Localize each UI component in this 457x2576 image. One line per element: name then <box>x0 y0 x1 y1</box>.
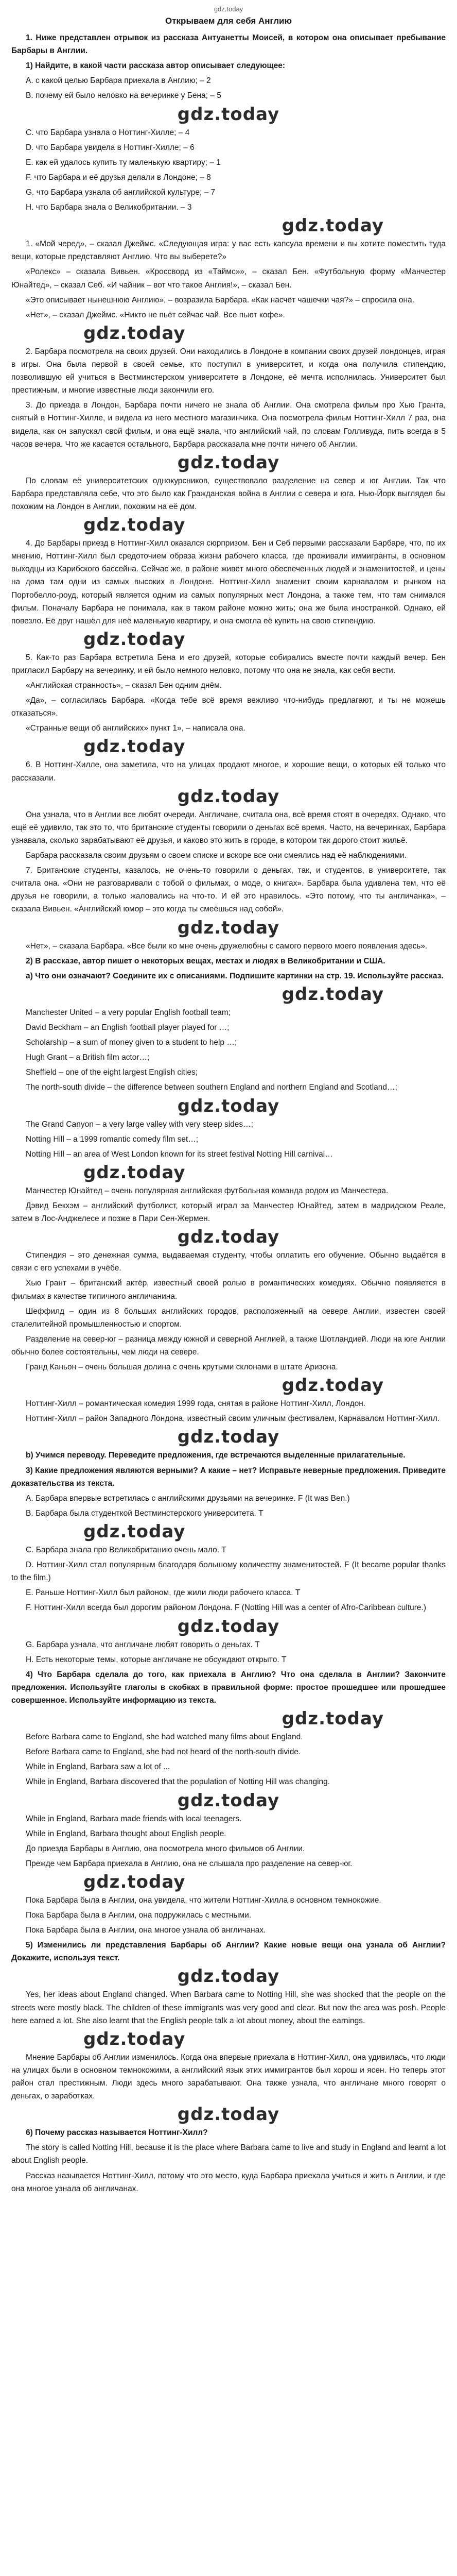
paragraph: Прежде чем Барбара приехала в Англию, она не слышала про разделение на север-юг. <box>26 1859 353 1868</box>
paragraph: До приезда Барбары в Англию, она посмотрела много фильмов об Англии. <box>26 1844 305 1853</box>
paragraph: Hugh Grant – a British film actor…; <box>26 1053 150 1062</box>
watermark: gdz.today <box>83 1871 186 1892</box>
paragraph: Notting Hill – an area of West London known for its street festival Notting Hill carnival… <box>26 1149 333 1159</box>
paragraph: G. что Барбара узнала об английской культуре; – 7 <box>26 188 216 197</box>
paragraph: 4. До Барбары приезд в Ноттинг-Хилл оказался сюрпризом. Бен и Себ первыми рассказали Барбаре, что, по их мнению, Ноттинг-Хилл был средоточием образа жизни рабочего класса, где проживали иммигранты, в основном выходцы из Карибского бассейна. Сейчас же, в районе живёт много обеспеченных людей и знаменитостей, и цены на дома там одни из самых высоких в Лондоне. Ноттинг-Хилл знаменит своим карнавалом и рынком на Портобелло-роуд, который является одним из самых популярных мест Лондона, а также тем, что там снимался фильм. Поначалу Барбара не понимала, как в таком районе можно жить; она же была иностранкой. Однако, ей повезло. Её друг нашёл для неё маленькую квартиру, и она смогла её купить на свою стипендию. <box>11 539 446 625</box>
paragraph: 6. В Ноттинг-Хилле, она заметила, что на улицах продают многое, и хорошие вещи, о которых ей только что рассказали. <box>11 760 446 783</box>
watermark: gdz.today <box>83 323 186 344</box>
watermark: gdz.today <box>282 984 384 1005</box>
paragraph: D. что Барбара увидела в Ноттинг-Хилле; – 6 <box>26 143 195 152</box>
paragraph: Scholarship – a sum of money given to a student to help …; <box>26 1038 237 1047</box>
paragraph: H. Есть некоторые темы, которые англичане не обсуждают открыто. T <box>26 1655 287 1664</box>
paragraph: David Beckham – an English football player played for …; <box>26 1023 230 1032</box>
paragraph: Пока Барбара была в Англии, она увидела, что жители Ноттинг-Хилла в основном темнокожие. <box>26 1895 381 1905</box>
paragraph: «Да», – согласилась Барбара. «Когда тебе всё время вежливо что-нибудь предлагают, и ты не можешь отказаться». <box>11 696 446 718</box>
paragraph: A. Барбара впервые встретилась с английскими друзьями на вечеринке. F (It was Ben.) <box>26 1494 350 1503</box>
paragraph: Рассказ называется Ноттинг-Хилл, потому что это место, куда Барбара приехала учиться и жить в Англии, и где она многое узнала об англичанах. <box>11 2171 446 2193</box>
watermark: gdz.today <box>83 1521 186 1542</box>
paragraph: 1. «Мой черед», – сказал Джеймс. «Следующая игра: у вас есть капсула времени и вы хотите поместить туда вещи, которые представляют Англию. Что вы выберете?» <box>11 240 446 262</box>
task-heading: 1) Найдите, в какой части рассказа автор описывает следующее: <box>26 61 285 71</box>
paragraph: B. почему ей было неловко на вечеринке у Бена; – 5 <box>26 91 221 100</box>
task-heading: 3) Какие предложения являются верными? А какие – нет? Исправьте неверные предложения. Приведите доказательства из текста. <box>11 1466 446 1488</box>
paragraph: Хью Грант – британский актёр, известный своей ролью в романтических комедиях. Обычно появляется в фильмах в качестве типичного англичанина. <box>11 1279 446 1301</box>
task-heading: 2) В рассказе, автор пишет о некоторых вещах, местах и людях в Великобритании и США. <box>26 956 385 965</box>
paragraph: По словам её университетских однокурсников, существовало разделение на север и юг Англии. Так что Барбара представляла себе, что это было как Гражданская война в Англии с севера и юга. Нью-Йорк выглядел бы похожим на Лондон в Англии, похожим на её дом. <box>11 476 446 511</box>
paragraph: Стипендия – это денежная сумма, выдаваемая студенту, чтобы оплатить его обучение. Обычно выдаётся в связи с его успехами в учёбе. <box>11 1251 446 1273</box>
paragraph: The Grand Canyon – a very large valley with very steep sides…; <box>26 1120 253 1129</box>
paragraph: «Ролекс» – сказала Вивьен. «Кроссворд из «Таймс»», – сказал Бен. «Футбольную форму «Манчестер Юнайтед», – сказал Себ. «И чайник – вот что такое Англия!», – сказал Бен. <box>11 267 446 290</box>
task-heading: b) Учимся переводу. Переведите предложения, где встречаются выделенные прилагательные. <box>26 1451 406 1460</box>
watermark: gdz.today <box>177 1616 280 1637</box>
paragraph: Manchester United – a very popular English football team; <box>26 1008 231 1017</box>
paragraph: H. что Барбара знала о Великобритании. – 3 <box>26 203 192 212</box>
paragraph: «Это описывает нынешнюю Англию», – возразила Барбара. «Как насчёт чашечки чая?» – спросила она. <box>26 295 415 304</box>
document-body <box>11 31 446 2195</box>
watermark: gdz.today <box>177 917 280 938</box>
paragraph: Гранд Каньон – очень большая долина с очень крутыми склонами в штате Аризона. <box>26 1363 338 1372</box>
watermark: gdz.today <box>177 104 280 125</box>
paragraph: 3. До приезда в Лондон, Барбара почти ничего не знала об Англии. Она смотрела фильм про Хью Гранта, снятый в Ноттинг-Хилле, и видела из него местного магазинчика. Она посмотрела фильм Ноттинг-Хилл 7 раз, она видела, как он запускал свой фильм, и она ещё знала, что английский чай, по словам Голливуда, пить всегда в 5 часов вечера. Что же касается остального, Барбара рассказала мне почти ничего об Англии. <box>11 401 446 449</box>
task-heading: 5) Изменились ли представления Барбары об Англии? Какие новые вещи она узнала об Англии? Докажите, используя текст. <box>11 1941 446 1963</box>
paragraph: Yes, her ideas about England changed. When Barbara came to Notting Hill, she was shocked that the people on the streets were mostly black. The children of these immigrants was very good and clear. But now the area was posh. People here earned a lot. She also learnt that the English people talk a lot about money, about the earnings. <box>11 1990 446 2025</box>
watermark: gdz.today <box>83 1162 186 1183</box>
watermark: gdz.today <box>177 2104 280 2125</box>
paragraph: Ноттинг-Хилл – романтическая комедия 1999 года, снятая в районе Ноттинг-Хилл, Лондон. <box>26 1399 366 1409</box>
paragraph: While in England, Barbara saw a lot of ... <box>26 1762 170 1772</box>
paragraph: E. Раньше Ноттинг-Хилл был районом, где жили люди рабочего класса. T <box>26 1588 301 1598</box>
paragraph: C. что Барбара узнала о Ноттинг-Хилле; – 4 <box>26 128 190 137</box>
watermark: gdz.today <box>177 1966 280 1987</box>
paragraph: Мнение Барбары об Англии изменилось. Когда она впервые приехала в Ноттинг-Хилл, она удивилась, что люди на улицах были в основном темнокожими, а английский язык этих иммигрантов был хорош и ясен. Но теперь этот район стал престижным. Люди здесь много зарабатывают. Она также узнала, что англичане много говорят о деньгах, о заработках. <box>11 2053 446 2101</box>
paragraph: C. Барбара знала про Великобританию очень мало. T <box>26 1545 226 1554</box>
paragraph: Шеффилд – один из 8 больших английских городов, расположенный на севере Англии, известен своей сталелитейной промышленностью и спортом. <box>11 1307 446 1329</box>
site-name: gdz.today <box>214 5 243 13</box>
paragraph: The north-south divide – the difference between southern England and northern England and Scotland…; <box>26 1083 397 1092</box>
paragraph: Манчестер Юнайтед – очень популярная английская футбольная команда родом из Манчестера. <box>26 1186 389 1195</box>
paragraph: While in England, Barbara made friends with local teenagers. <box>26 1814 242 1823</box>
paragraph: G. Барбара узнала, что англичане любят говорить о деньгах. T <box>26 1640 260 1649</box>
paragraph: Барбара рассказала своим друзьям о своем списке и вскоре все они смеялись над её наблюдениями. <box>26 851 407 860</box>
watermark: gdz.today <box>83 515 186 536</box>
paragraph: While in England, Barbara thought about English people. <box>26 1829 226 1838</box>
paragraph: Before Barbara came to England, she had not heard of the north-south divide. <box>26 1748 301 1757</box>
watermark: gdz.today <box>177 452 280 473</box>
watermark: gdz.today <box>83 2028 186 2049</box>
task-heading: 1. Ниже представлен отрывок из рассказа Антуанетты Моисей, в котором она описывает пребывание Барбары в Англии. <box>11 33 446 56</box>
paragraph: Пока Барбара была в Англии, она подружилась с местными. <box>26 1911 252 1920</box>
task-heading: 4) Что Барбара сделала до того, как приехала в Англию? Что она сделала в Англии? Закончите предложения. Используйте глаголы в скобках в правильной форме: простое прошедшее или прошедшее совершенное. Используйте информацию из текста. <box>11 1670 446 1705</box>
watermark: gdz.today <box>83 629 186 650</box>
paragraph: B. Барбара была студенткой Вестминстерского университета. T <box>26 1509 263 1518</box>
paragraph: F. что Барбара и её друзья делали в Лондоне; – 8 <box>26 173 211 182</box>
paragraph: «Странные вещи об английских» пункт 1», – написала она. <box>26 724 245 733</box>
watermark: gdz.today <box>177 1790 280 1811</box>
paragraph: E. как ей удалось купить ту маленькую квартиру; – 1 <box>26 158 221 167</box>
paragraph: «Нет», – сказала Барбара. «Все были ко мне очень дружелюбны с самого первого моего появления здесь». <box>26 941 428 951</box>
paragraph: Разделение на север-юг – разница между южной и северной Англией, а также Шотландией. Люди на юге Англии обычно более состоятельны, чем люди на севере. <box>11 1334 446 1357</box>
paragraph: F. Ноттинг-Хилл всегда был дорогим районом Лондона. F (Notting Hill was a center of Afro-Caribbean culture.) <box>26 1603 426 1613</box>
watermark: gdz.today <box>282 1375 384 1396</box>
watermark: gdz.today <box>83 736 186 757</box>
paragraph: Дэвид Бекхэм – английский футболист, который играл за Манчестер Юнайтед, затем в мадридском Реале, затем в Лос-Анджелесе и позже в Пари Сен-Жермен. <box>11 1201 446 1224</box>
paragraph: «Английская странность», – сказал Бен одним днём. <box>26 681 222 690</box>
paragraph: 5. Как-то раз Барбара встретила Бена и его друзей, которые собирались вместе почти каждый вечер. Бен пригласил Барбару на вечеринку, и ей было немного неловко, потому что она не знала, как себя вести. <box>11 653 446 675</box>
watermark: gdz.today <box>177 1095 280 1116</box>
paragraph: The story is called Notting Hill, because it is the place where Barbara came to live and study in England and learnt a lot about English people. <box>11 2143 446 2165</box>
paragraph: Sheffield – one of the eight largest English cities; <box>26 1068 198 1077</box>
watermark: gdz.today <box>177 1227 280 1248</box>
paragraph: Она узнала, что в Англии все любят очереди. Англичане, считала она, всё время стоят в очередях. Однако, что ещё её удивило, так это то, что британские студенты говорили о деньгах всё время. Часто, на вечеринках, Барбара узнавала, сколько зарабатывают её друзья, и каково это жить в городе, в котором так дорого стоит жильё. <box>11 810 446 845</box>
task-heading: 6) Почему рассказ называется Ноттинг-Хилл? <box>26 2128 208 2138</box>
paragraph: Ноттинг-Хилл – район Западного Лондона, известный своим уличным фестивалем, Карнавалом Ноттинг-Хилл. <box>26 1414 440 1423</box>
watermark: gdz.today <box>282 1708 384 1730</box>
paragraph: 2. Барбара посмотрела на своих друзей. Они находились в Лондоне в компании своих друзей лондонцев, играя в игры. Она была первой в своей семье, кто поступил в университет, и когда она получила стипендию, позволившую ей учиться в Вестминстерском университете в Лондоне, её мечта исполнилась. Университет был престижным, и многие известные люди закончили его. <box>11 347 446 395</box>
paragraph: Пока Барбара была в Англии, она многое узнала об англичанах. <box>26 1926 266 1935</box>
watermark: gdz.today <box>282 215 384 236</box>
watermark: gdz.today <box>177 786 280 807</box>
page-title: Открываем для себя Англию <box>165 16 292 26</box>
paragraph: Notting Hill – a 1999 romantic comedy film set…; <box>26 1134 199 1144</box>
paragraph: While in England, Barbara discovered that the population of Notting Hill was changing. <box>26 1777 330 1787</box>
paragraph: «Нет», – сказал Джеймс. «Никто не пьёт сейчас чай. Все пьют кофе». <box>26 310 285 319</box>
paragraph: A. с какой целью Барбара приехала в Англию; – 2 <box>26 76 211 86</box>
task-heading: a) Что они означают? Соедините их с описаниями. Подпишите картинки на стр. 19. Используйте рассказ. <box>26 971 444 980</box>
paragraph: 7. Британские студенты, казалось, не очень-то говорили о деньгах, так, и студентов, в университете, так считала она. «Они не разговаривали с тобой о фильмах, о моде, о книгах». Барбара была удивлена тем, что её друзья не говорили, а только жаловались на что-то. И ей это нравилось. «Это потому, что ты англичанка», – сказала Вивьен. «Английский юмор – это когда ты смеёшься над собой». <box>11 866 446 914</box>
paragraph: D. Ноттинг-Хилл стал популярным благодаря большому количеству знаменитостей. F (It became popular thanks to the film.) <box>11 1561 446 1583</box>
watermark: gdz.today <box>177 1427 280 1448</box>
paragraph: Before Barbara came to England, she had watched many films about England. <box>26 1733 303 1742</box>
